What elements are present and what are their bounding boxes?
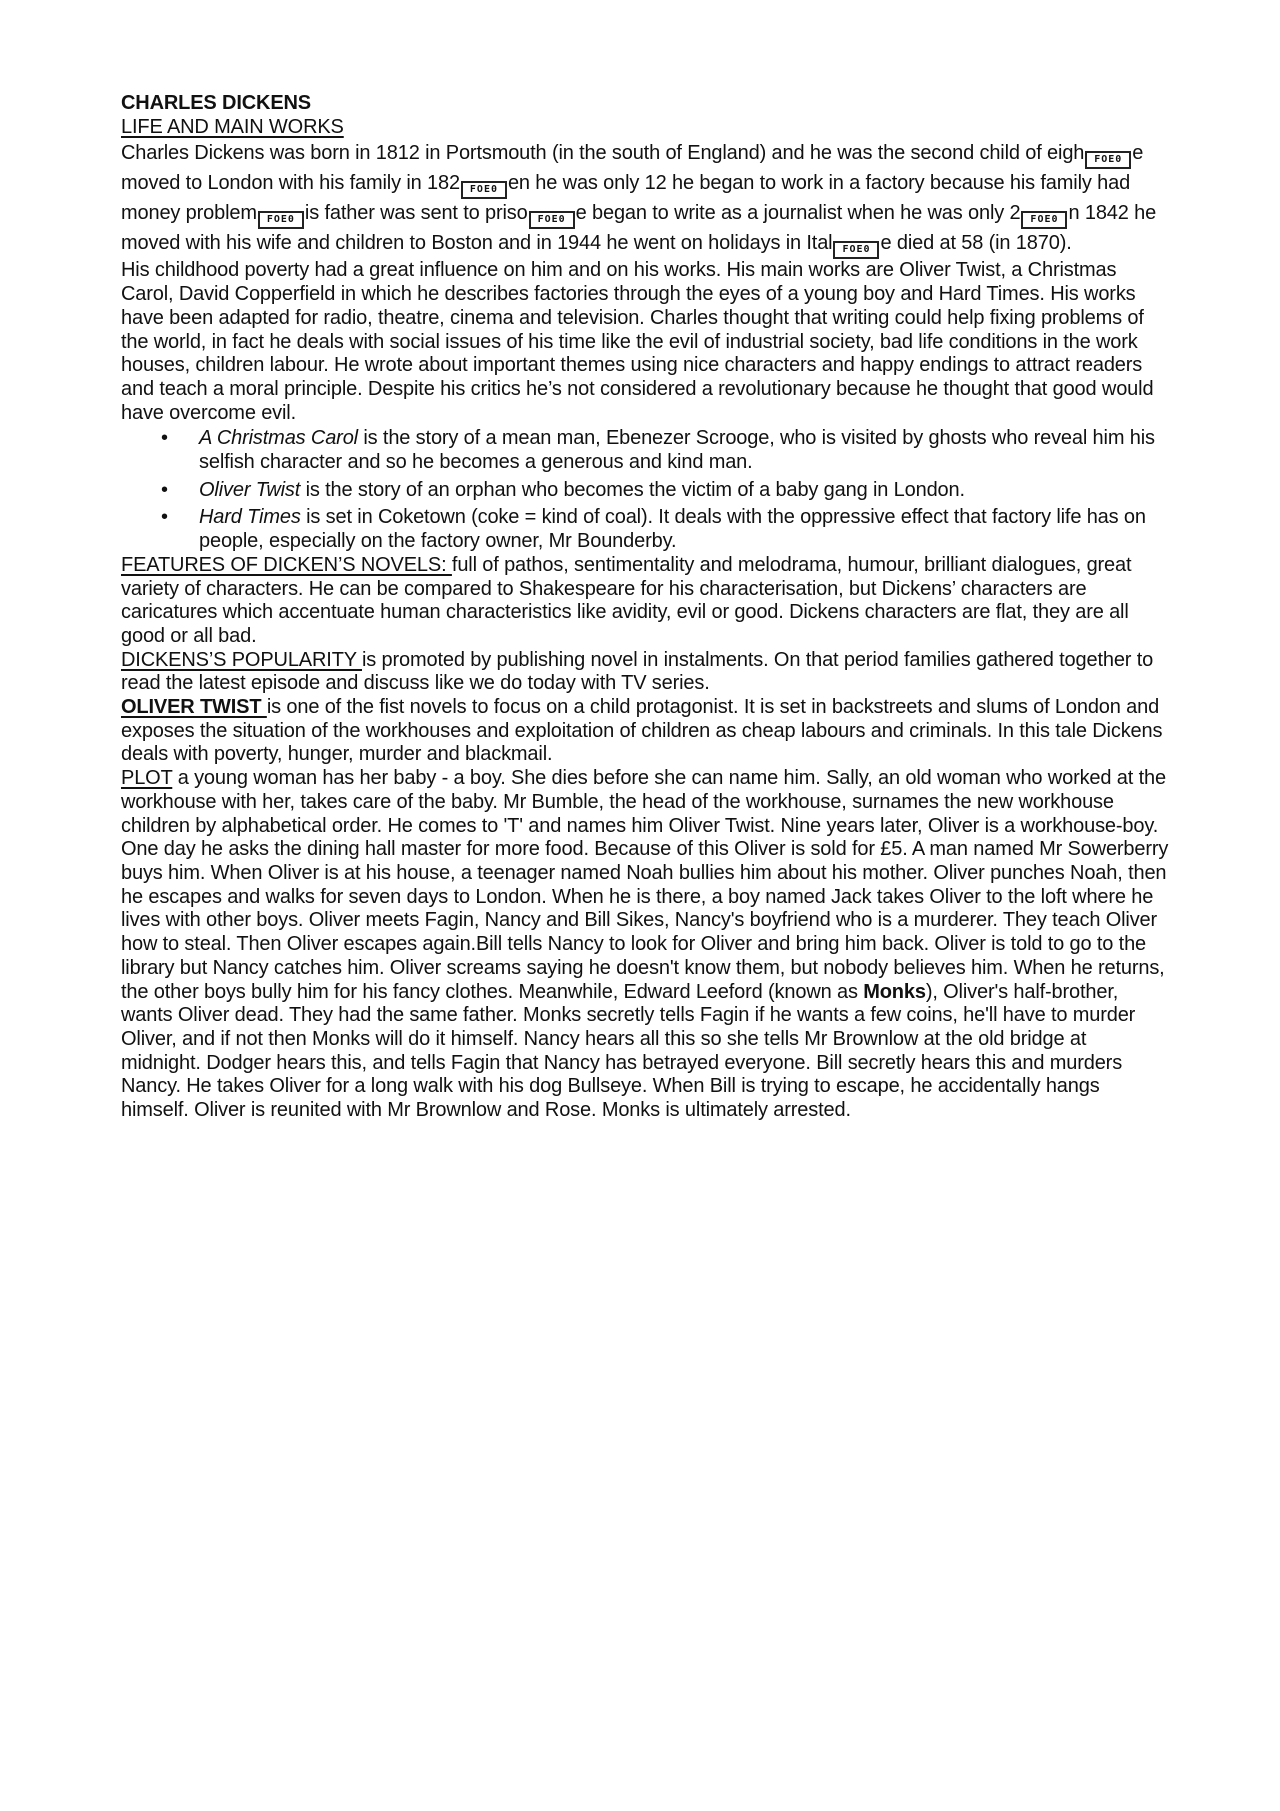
missing-glyph-icon: FOE0: [1085, 151, 1131, 169]
plot-text: a young woman has her baby - a boy. She dies before she can name him. Sally, an old woman who worked at the workhouse with her, takes care of the baby. Mr Bumble, the head of the workhouse, surnames the new workhouse children by alphabetical order. He comes to 'T' and names him Oliver Twist. Nine years later, Oliver is a workhouse-boy. One day he asks the dining hall master for more food. Because of this Oliver is sold for £5. A man named Mr Sowerberry buys him. When Oliver is at his house, a teenager named Noah bullies him about his mother. Oliver punches Noah, then he escapes and walks for seven days to London. When he is there, a boy named Jack takes Oliver to the loft where he lives with other boys. Oliver meets Fagin, Nancy and Bill Sikes, Nancy's boyfriend who is a murderer. They teach Oliver how to steal. Then Oliver escapes again.Bill tells Nancy to look for Oliver and bring him back. Oliver is told to go to the library but Nancy catches him. Oliver screams saying he doesn't know them, but nobody believes him. When he returns, the other boys bully him for his fancy clothes. Meanwhile, Edward Leeford (known as: [121, 767, 1169, 1003]
bio-text: is father was sent to priso: [304, 202, 528, 225]
oliver-twist-label: OLIVER TWIST: [121, 696, 267, 719]
work-description: is set in Coketown (coke = kind of coal). It deals with the oppressive effect that factory life has on people, especially on the factory owner, Mr Bounderby.: [199, 506, 1146, 553]
popularity-paragraph: [121, 649, 1171, 696]
document-title: CHARLES DICKENS: [121, 92, 311, 114]
popularity-text: is promoted by publishing novel in instalments. On that period families gathered together to read the latest episode and discuss like we do today with TV series.: [121, 648, 1154, 695]
missing-glyph-icon: FOE0: [529, 211, 575, 229]
bio-text: e died at 58 (in 1870).: [880, 232, 1072, 255]
work-title: Hard Times: [199, 506, 301, 529]
features-paragraph: [121, 554, 1171, 649]
work-title: A Christmas Carol: [199, 427, 358, 450]
bio-text: e began to write as a journalist when he was only 2: [575, 202, 1021, 225]
section-heading-life: LIFE AND MAIN WORKS: [121, 115, 344, 138]
bio-text: en he was only 12 he began to work in a factory because his family had money problem: [121, 172, 1131, 225]
missing-glyph-icon: FOE0: [1021, 211, 1067, 229]
features-label: FEATURES OF DICKEN’S NOVELS:: [121, 553, 452, 576]
oliver-twist-paragraph: [121, 696, 1171, 767]
plot-bold-name: Monks: [863, 980, 926, 1003]
list-item: [199, 506, 1171, 553]
bio-text: e moved to London with his family in 182: [121, 142, 1144, 195]
work-description: is the story of an orphan who becomes the victim of a baby gang in London.: [300, 478, 965, 501]
list-item: [199, 427, 1171, 474]
features-text: full of pathos, sentimentality and melodrama, humour, brilliant dialogues, great variety of characters. He can be compared to Shakespeare for his characterisation, but Dickens’ characters are caricatures which accentuate human characteristics like avidity, evil or good. Dickens characters are flat, they are all good or all bad.: [121, 553, 1132, 647]
missing-glyph-icon: FOE0: [833, 241, 879, 259]
bio-text: n 1842 he moved with his wife and children to Boston and in 1944 he went on holidays in Ital: [121, 202, 1157, 255]
influence-paragraph: His childhood poverty had a great influence on him and on his works. His main works are Oliver Twist, a Christmas Carol, David Copperfield in which he describes factories through the eyes of a young boy and Hard Times. His works have been adapted for radio, theatre, cinema and television. Charles thought that writing could help fixing problems of the world, in fact he deals with social issues of his time like the evil of industrial society, bad life conditions in the work houses, children labour. He wrote about important themes using nice characters and happy endings to attract readers and teach a moral principle. Despite his critics he’s not considered a revolutionary because he thought that good would have overcome evil.: [121, 259, 1154, 424]
document-page: [121, 92, 1171, 1123]
work-description: is the story of a mean man, Ebenezer Scrooge, who is visited by ghosts who reveal him his selfish character and so he becomes a generous and kind man.: [199, 427, 1155, 474]
biography-paragraph: [121, 139, 1171, 259]
works-list: [121, 427, 1171, 554]
list-item: [199, 479, 1171, 503]
plot-text: ), Oliver's half-brother, wants Oliver dead. They had the same father. Monks secretly tells Fagin if he wants a few coins, he'll have to murder Oliver, and if not then Monks will do it himself. Nancy hears all this so she tells Mr Brownlow at the old bridge at midnight. Dodger hears this, and tells Fagin that Nancy has betrayed everyone. Bill secretly hears this and murders Nancy. He takes Oliver for a long walk with his dog Bullseye. When Bill is trying to escape, he accidentally hangs himself. Oliver is reunited with Mr Brownlow and Rose. Monks is ultimately arrested.: [121, 980, 1136, 1122]
plot-paragraph: [121, 767, 1171, 1123]
bio-text: Charles Dickens was born in 1812 in Portsmouth (in the south of England) and he was the second child of eigh: [121, 142, 1085, 165]
popularity-label: DICKENS’S POPULARITY: [121, 648, 362, 671]
missing-glyph-icon: FOE0: [258, 211, 304, 229]
missing-glyph-icon: FOE0: [461, 181, 507, 199]
plot-label: PLOT: [121, 767, 173, 790]
work-title: Oliver Twist: [199, 478, 301, 501]
oliver-twist-text: is one of the fist novels to focus on a child protagonist. It is set in backstreets and slums of London and exposes the situation of the workhouses and exploitation of children as cheap labours and criminals. In this tale Dickens deals with poverty, hunger, murder and blackmail.: [121, 696, 1163, 766]
